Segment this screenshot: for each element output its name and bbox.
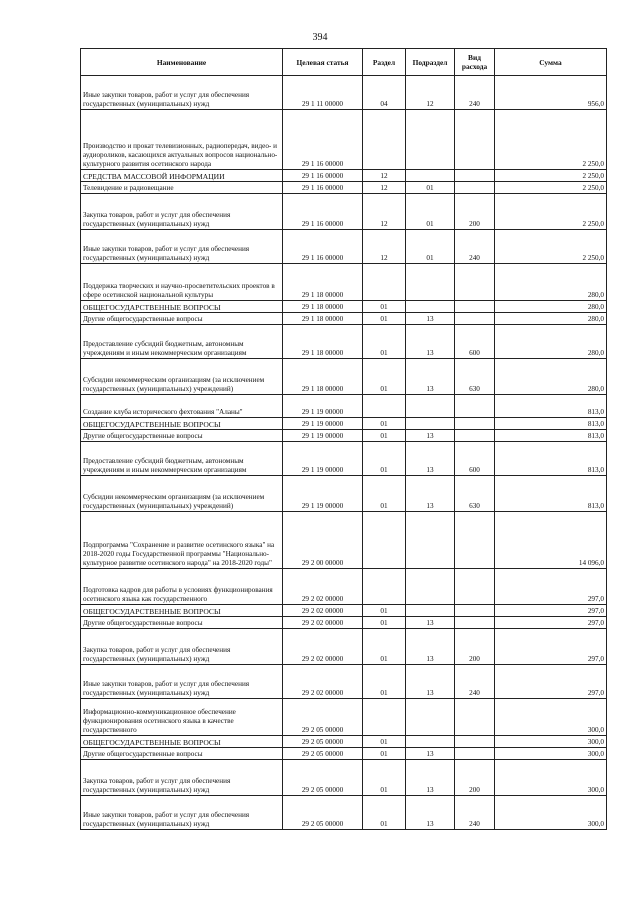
cell-sum: 813,0: [495, 476, 607, 512]
cell-csr: 29 2 05 00000: [283, 748, 363, 760]
cell-vid: [455, 182, 495, 194]
cell-razdel: 01: [363, 736, 406, 748]
cell-sum: 300,0: [495, 748, 607, 760]
table-row: [81, 699, 607, 736]
cell-podrazdel: 13: [406, 760, 455, 796]
cell-podrazdel: [406, 395, 455, 418]
table-header-row: [81, 49, 607, 76]
cell-podrazdel: [406, 110, 455, 170]
cell-csr: 29 1 16 00000: [283, 182, 363, 194]
table-row: [81, 760, 607, 796]
cell-name: Предоставление субсидий бюджетным, автономным учреждениям и иным некоммерческим организациям: [81, 442, 283, 476]
cell-podrazdel: 12: [406, 76, 455, 110]
cell-name: Иные закупки товаров, работ и услуг для обеспечения государственных (муниципальных) нужд: [81, 230, 283, 264]
table-row: [81, 395, 607, 418]
cell-name: Другие общегосударственные вопросы: [81, 430, 283, 442]
table-row: [81, 442, 607, 476]
header-name: Наименование: [81, 49, 283, 76]
cell-sum: 14 096,0: [495, 512, 607, 569]
cell-csr: 29 1 16 00000: [283, 194, 363, 230]
cell-csr: 29 1 16 00000: [283, 110, 363, 170]
cell-razdel: 12: [363, 230, 406, 264]
cell-name: Подпрограмма "Сохранение и развитие осетинского языка" на 2018-2020 годы Государственной программы "Национально-культурное развитие осетинского народа" на 2018-2020 годы": [81, 512, 283, 569]
cell-razdel: [363, 264, 406, 301]
table-row: [81, 569, 607, 605]
cell-podrazdel: 01: [406, 194, 455, 230]
cell-podrazdel: 13: [406, 325, 455, 359]
cell-vid: [455, 605, 495, 617]
cell-podrazdel: [406, 605, 455, 617]
cell-csr: 29 1 16 00000: [283, 170, 363, 182]
cell-csr: 29 1 18 00000: [283, 264, 363, 301]
header-vid: Вид расхода: [455, 49, 495, 76]
cell-sum: 813,0: [495, 442, 607, 476]
cell-razdel: 12: [363, 170, 406, 182]
cell-sum: 280,0: [495, 313, 607, 325]
cell-podrazdel: 13: [406, 430, 455, 442]
cell-sum: 300,0: [495, 760, 607, 796]
table-body: [81, 76, 607, 830]
cell-razdel: [363, 395, 406, 418]
table-row: [81, 748, 607, 760]
cell-razdel: 01: [363, 325, 406, 359]
table-row: [81, 110, 607, 170]
cell-name: Информационно-коммуникационное обеспечение функционирования осетинского языка в качестве государственного: [81, 699, 283, 736]
cell-name: ОБЩЕГОСУДАРСТВЕННЫЕ ВОПРОСЫ: [81, 301, 283, 313]
cell-vid: [455, 418, 495, 430]
header-csr: Целевая статья: [283, 49, 363, 76]
table-row: [81, 182, 607, 194]
table-row: [81, 617, 607, 629]
cell-vid: [455, 748, 495, 760]
cell-sum: 300,0: [495, 796, 607, 830]
cell-csr: 29 1 19 00000: [283, 442, 363, 476]
cell-razdel: 01: [363, 418, 406, 430]
page-number: 394: [312, 32, 328, 43]
cell-sum: 2 250,0: [495, 230, 607, 264]
cell-razdel: 01: [363, 617, 406, 629]
cell-vid: 630: [455, 476, 495, 512]
cell-vid: 240: [455, 230, 495, 264]
cell-csr: 29 2 05 00000: [283, 699, 363, 736]
cell-razdel: 01: [363, 665, 406, 699]
cell-csr: 29 2 02 00000: [283, 629, 363, 665]
table-row: [81, 629, 607, 665]
table-row: [81, 76, 607, 110]
cell-razdel: [363, 699, 406, 736]
cell-sum: 813,0: [495, 395, 607, 418]
cell-csr: 29 1 19 00000: [283, 418, 363, 430]
cell-sum: 2 250,0: [495, 182, 607, 194]
cell-razdel: 01: [363, 313, 406, 325]
cell-podrazdel: 13: [406, 665, 455, 699]
cell-vid: [455, 617, 495, 629]
cell-name: Создание клуба исторического фехтования "Аланы": [81, 395, 283, 418]
cell-sum: 280,0: [495, 359, 607, 395]
cell-vid: [455, 301, 495, 313]
cell-sum: 2 250,0: [495, 110, 607, 170]
cell-sum: 297,0: [495, 605, 607, 617]
cell-csr: 29 1 11 00000: [283, 76, 363, 110]
cell-csr: 29 1 18 00000: [283, 301, 363, 313]
cell-razdel: 01: [363, 442, 406, 476]
cell-vid: [455, 170, 495, 182]
table-row: [81, 512, 607, 569]
cell-csr: 29 2 02 00000: [283, 665, 363, 699]
cell-name: Подготовка кадров для работы в условиях функционирования осетинского языка как государственного: [81, 569, 283, 605]
cell-name: Субсидии некоммерческим организациям (за исключением государственных (муниципальных) учреждений): [81, 476, 283, 512]
cell-name: Предоставление субсидий бюджетным, автономным учреждениям и иным некоммерческим организациям: [81, 325, 283, 359]
cell-csr: 29 1 18 00000: [283, 325, 363, 359]
cell-name: Телевидение и радиовещание: [81, 182, 283, 194]
cell-name: ОБЩЕГОСУДАРСТВЕННЫЕ ВОПРОСЫ: [81, 418, 283, 430]
cell-podrazdel: [406, 512, 455, 569]
cell-sum: 297,0: [495, 629, 607, 665]
cell-vid: 600: [455, 325, 495, 359]
cell-razdel: [363, 110, 406, 170]
cell-csr: 29 1 19 00000: [283, 395, 363, 418]
cell-vid: [455, 313, 495, 325]
table-row: [81, 230, 607, 264]
table-row: [81, 194, 607, 230]
cell-podrazdel: [406, 264, 455, 301]
table-row: [81, 301, 607, 313]
cell-sum: 300,0: [495, 699, 607, 736]
cell-sum: 280,0: [495, 301, 607, 313]
cell-vid: [455, 569, 495, 605]
table-row: [81, 325, 607, 359]
cell-razdel: [363, 569, 406, 605]
cell-csr: 29 2 05 00000: [283, 796, 363, 830]
cell-vid: [455, 430, 495, 442]
header-sum: Сумма: [495, 49, 607, 76]
cell-name: Закупка товаров, работ и услуг для обеспечения государственных (муниципальных) нужд: [81, 194, 283, 230]
cell-razdel: 04: [363, 76, 406, 110]
cell-razdel: 01: [363, 748, 406, 760]
cell-podrazdel: 13: [406, 476, 455, 512]
cell-sum: 813,0: [495, 430, 607, 442]
cell-sum: 280,0: [495, 264, 607, 301]
cell-podrazdel: 13: [406, 796, 455, 830]
cell-vid: 240: [455, 665, 495, 699]
cell-podrazdel: 01: [406, 230, 455, 264]
table-row: [81, 418, 607, 430]
table-row: [81, 605, 607, 617]
cell-vid: [455, 699, 495, 736]
cell-name: СРЕДСТВА МАССОВОЙ ИНФОРМАЦИИ: [81, 170, 283, 182]
cell-name: Субсидии некоммерческим организациям (за исключением государственных (муниципальных) учреждений): [81, 359, 283, 395]
cell-vid: 630: [455, 359, 495, 395]
cell-vid: [455, 736, 495, 748]
header-razdel: Раздел: [363, 49, 406, 76]
cell-name: Иные закупки товаров, работ и услуг для обеспечения государственных (муниципальных) нужд: [81, 76, 283, 110]
cell-csr: 29 2 05 00000: [283, 736, 363, 748]
cell-csr: 29 1 18 00000: [283, 359, 363, 395]
cell-vid: [455, 264, 495, 301]
cell-name: Иные закупки товаров, работ и услуг для обеспечения государственных (муниципальных) нужд: [81, 796, 283, 830]
cell-vid: 200: [455, 629, 495, 665]
table-row: [81, 313, 607, 325]
cell-sum: 297,0: [495, 665, 607, 699]
cell-podrazdel: [406, 699, 455, 736]
cell-csr: 29 1 19 00000: [283, 476, 363, 512]
cell-podrazdel: [406, 736, 455, 748]
table-row: [81, 170, 607, 182]
cell-csr: 29 2 02 00000: [283, 605, 363, 617]
cell-razdel: 01: [363, 629, 406, 665]
cell-csr: 29 1 16 00000: [283, 230, 363, 264]
cell-csr: 29 1 19 00000: [283, 430, 363, 442]
table-row: [81, 476, 607, 512]
cell-sum: 813,0: [495, 418, 607, 430]
cell-name: Другие общегосударственные вопросы: [81, 748, 283, 760]
cell-podrazdel: 13: [406, 442, 455, 476]
cell-podrazdel: 13: [406, 748, 455, 760]
cell-podrazdel: 01: [406, 182, 455, 194]
cell-name: Закупка товаров, работ и услуг для обеспечения государственных (муниципальных) нужд: [81, 629, 283, 665]
cell-sum: 300,0: [495, 736, 607, 748]
cell-csr: 29 1 18 00000: [283, 313, 363, 325]
cell-razdel: 01: [363, 301, 406, 313]
cell-vid: 600: [455, 442, 495, 476]
cell-razdel: 12: [363, 194, 406, 230]
cell-csr: 29 2 02 00000: [283, 617, 363, 629]
cell-razdel: 01: [363, 760, 406, 796]
cell-razdel: [363, 512, 406, 569]
cell-razdel: 01: [363, 605, 406, 617]
cell-sum: 297,0: [495, 617, 607, 629]
table-row: [81, 665, 607, 699]
cell-sum: 280,0: [495, 325, 607, 359]
cell-razdel: 01: [363, 476, 406, 512]
cell-podrazdel: [406, 301, 455, 313]
table-row: [81, 359, 607, 395]
cell-name: Иные закупки товаров, работ и услуг для обеспечения государственных (муниципальных) нужд: [81, 665, 283, 699]
cell-csr: 29 2 05 00000: [283, 760, 363, 796]
cell-razdel: 01: [363, 430, 406, 442]
cell-podrazdel: [406, 569, 455, 605]
table-row: [81, 736, 607, 748]
cell-razdel: 01: [363, 796, 406, 830]
cell-vid: 240: [455, 796, 495, 830]
table-row: [81, 264, 607, 301]
cell-vid: [455, 110, 495, 170]
cell-name: Закупка товаров, работ и услуг для обеспечения государственных (муниципальных) нужд: [81, 760, 283, 796]
table-row: [81, 430, 607, 442]
cell-vid: 200: [455, 194, 495, 230]
cell-podrazdel: 13: [406, 359, 455, 395]
cell-podrazdel: [406, 170, 455, 182]
cell-sum: 2 250,0: [495, 194, 607, 230]
cell-sum: 2 250,0: [495, 170, 607, 182]
table-row: [81, 796, 607, 830]
cell-razdel: 12: [363, 182, 406, 194]
cell-vid: [455, 395, 495, 418]
cell-name: ОБЩЕГОСУДАРСТВЕННЫЕ ВОПРОСЫ: [81, 736, 283, 748]
cell-name: Другие общегосударственные вопросы: [81, 617, 283, 629]
cell-csr: 29 2 02 00000: [283, 569, 363, 605]
cell-vid: 240: [455, 76, 495, 110]
cell-sum: 297,0: [495, 569, 607, 605]
cell-podrazdel: 13: [406, 313, 455, 325]
cell-podrazdel: 13: [406, 617, 455, 629]
header-podrazdel: Подраздел: [406, 49, 455, 76]
cell-name: ОБЩЕГОСУДАРСТВЕННЫЕ ВОПРОСЫ: [81, 605, 283, 617]
cell-name: Производство и прокат телевизионных, радиопередач, видео- и аудиороликов, касающихся актуальных вопросов национально-культурного развития осетинского народа: [81, 110, 283, 170]
cell-vid: 200: [455, 760, 495, 796]
cell-podrazdel: 13: [406, 629, 455, 665]
cell-razdel: 01: [363, 359, 406, 395]
cell-vid: [455, 512, 495, 569]
cell-name: Другие общегосударственные вопросы: [81, 313, 283, 325]
cell-sum: 956,0: [495, 76, 607, 110]
budget-table: [80, 48, 607, 830]
cell-podrazdel: [406, 418, 455, 430]
cell-csr: 29 2 00 00000: [283, 512, 363, 569]
cell-name: Поддержка творческих и научно-просветительских проектов в сфере осетинской национальной культуры: [81, 264, 283, 301]
